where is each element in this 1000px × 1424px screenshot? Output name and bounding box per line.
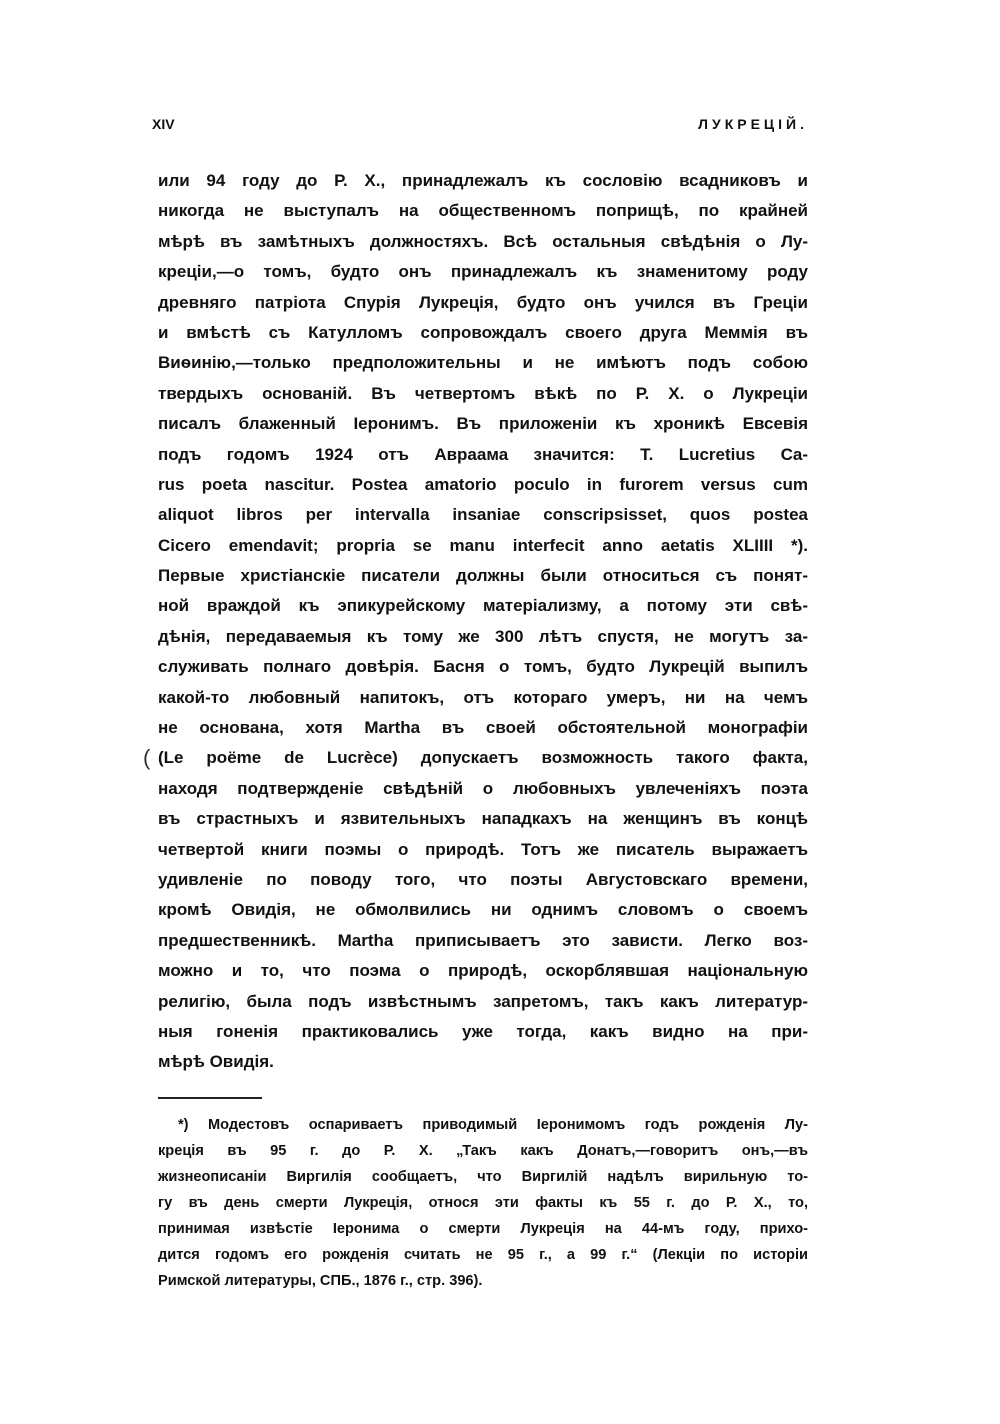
footnote-line: *) Модестовъ оспариваетъ приводимый Іеронимомъ годъ рожденія Лу- [178, 1117, 808, 1133]
text-line: Cicero emendavit; propria se manu interfecit anno aetatis XLIIII *). [158, 535, 808, 555]
text-line: удивленіе по поводу того, что поэты Августовскаго времени, [158, 869, 808, 889]
text-line: находя подтвержденіе свѣдѣній о любовныхъ увлеченіяхъ поэта [158, 778, 808, 798]
text-line: твердыхъ основаній. Въ четвертомъ вѣкѣ по Р. Х. о Лукреціи [158, 383, 808, 403]
body-text [158, 166, 808, 1078]
text-line: Виѳинію,—только предположительны и не имѣютъ подъ собою [158, 353, 808, 373]
text-line: никогда не выступалъ на общественномъ поприщѣ, по крайней [158, 201, 808, 221]
page-number: XIV [152, 116, 175, 132]
text-line: служивать полнаго довѣрія. Басня о томъ, будто Лукрецій выпилъ [158, 657, 808, 677]
text-line: четвертой книги поэмы о природѣ. Тотъ же писатель выражаетъ [158, 839, 808, 859]
text-line: мѣрѣ Овидія. [158, 1052, 274, 1072]
footnote-line: креція въ 95 г. до Р. Х. „Такъ какъ Донатъ,—говоритъ онъ,—въ [158, 1143, 808, 1159]
text-line: дѣнія, передаваемыя къ тому же 300 лѣтъ спустя, не могутъ за- [158, 626, 808, 646]
text-line: креціи,—о томъ, будто онъ принадлежалъ къ знаменитому роду [158, 262, 808, 282]
text-line: древняго патріота Спурія Лукреція, будто онъ учился въ Греціи [158, 292, 808, 312]
running-title: ЛУКРЕЦІЙ. [698, 116, 808, 132]
text-line: кромѣ Овидія, не обмолвились ни однимъ словомъ о своемъ [158, 900, 808, 920]
footnote-line: Римской литературы, СПБ., 1876 г., стр. 396). [158, 1273, 483, 1289]
footnote-line: жизнеописаніи Виргилія сообщаетъ, что Виргилій надѣлъ вирильную то- [158, 1169, 808, 1185]
text-line: aliquot libros per intervalla insaniae conscripsisset, quos postea [158, 505, 808, 525]
text-line: предшественникѣ. Martha приписываетъ это зависти. Легко воз- [158, 930, 808, 950]
text-line: подъ годомъ 1924 отъ Авраама значится: T. Lucretius Ca- [158, 444, 808, 464]
text-line: и вмѣстѣ съ Катулломъ сопровождалъ своего друга Меммія въ [158, 322, 808, 342]
footnote-line: дится годомъ его рожденія считать не 95 г., а 99 г.“ (Лекціи по исторіи [158, 1247, 808, 1263]
footnote-line: принимая извѣстіе Іеронима о смерти Лукреція на 44-мъ году, прихо- [158, 1221, 808, 1237]
footnote [158, 1112, 808, 1294]
text-line: или 94 году до Р. Х., принадлежалъ къ сословію всадниковъ и [158, 171, 808, 190]
margin-mark: ( [143, 745, 151, 770]
text-line: мѣрѣ въ замѣтныхъ должностяхъ. Всѣ остальныя свѣдѣнія о Лу- [158, 231, 808, 251]
text-line: (Le poëme de Lucrèce) допускаетъ возможность такого факта, [158, 748, 808, 768]
footnote-line: гу въ день смерти Лукреція, относя эти факты къ 55 г. до Р. Х., то, [158, 1195, 808, 1211]
text-line: въ страстныхъ и язвительныхъ нападкахъ на женщинъ въ концѣ [158, 809, 808, 829]
text-line: ной враждой къ эпикурейскому матеріализму, а потому эти свѣ- [158, 596, 808, 616]
text-line: rus poeta nascitur. Postea amatorio poculo in furorem versus cum [158, 474, 808, 494]
text-line: религію, была подъ извѣстнымъ запретомъ, такъ какъ литератур- [158, 991, 808, 1011]
text-line: ныя гоненія практиковались уже тогда, какъ видно на при- [158, 1021, 808, 1041]
text-line: не основана, хотя Martha въ своей обстоятельной монографіи [158, 718, 808, 738]
text-line: Первые христіанскіе писатели должны были относиться съ понят- [158, 566, 808, 586]
footnote-divider [158, 1097, 262, 1099]
text-line: писалъ блаженный Іеронимъ. Въ приложеніи къ хроникѣ Евсевія [158, 414, 808, 434]
text-line: можно и то, что поэма о природѣ, оскорблявшая національную [158, 961, 808, 981]
text-line: какой-то любовный напитокъ, отъ котораго умеръ, ни на чемъ [158, 687, 808, 707]
